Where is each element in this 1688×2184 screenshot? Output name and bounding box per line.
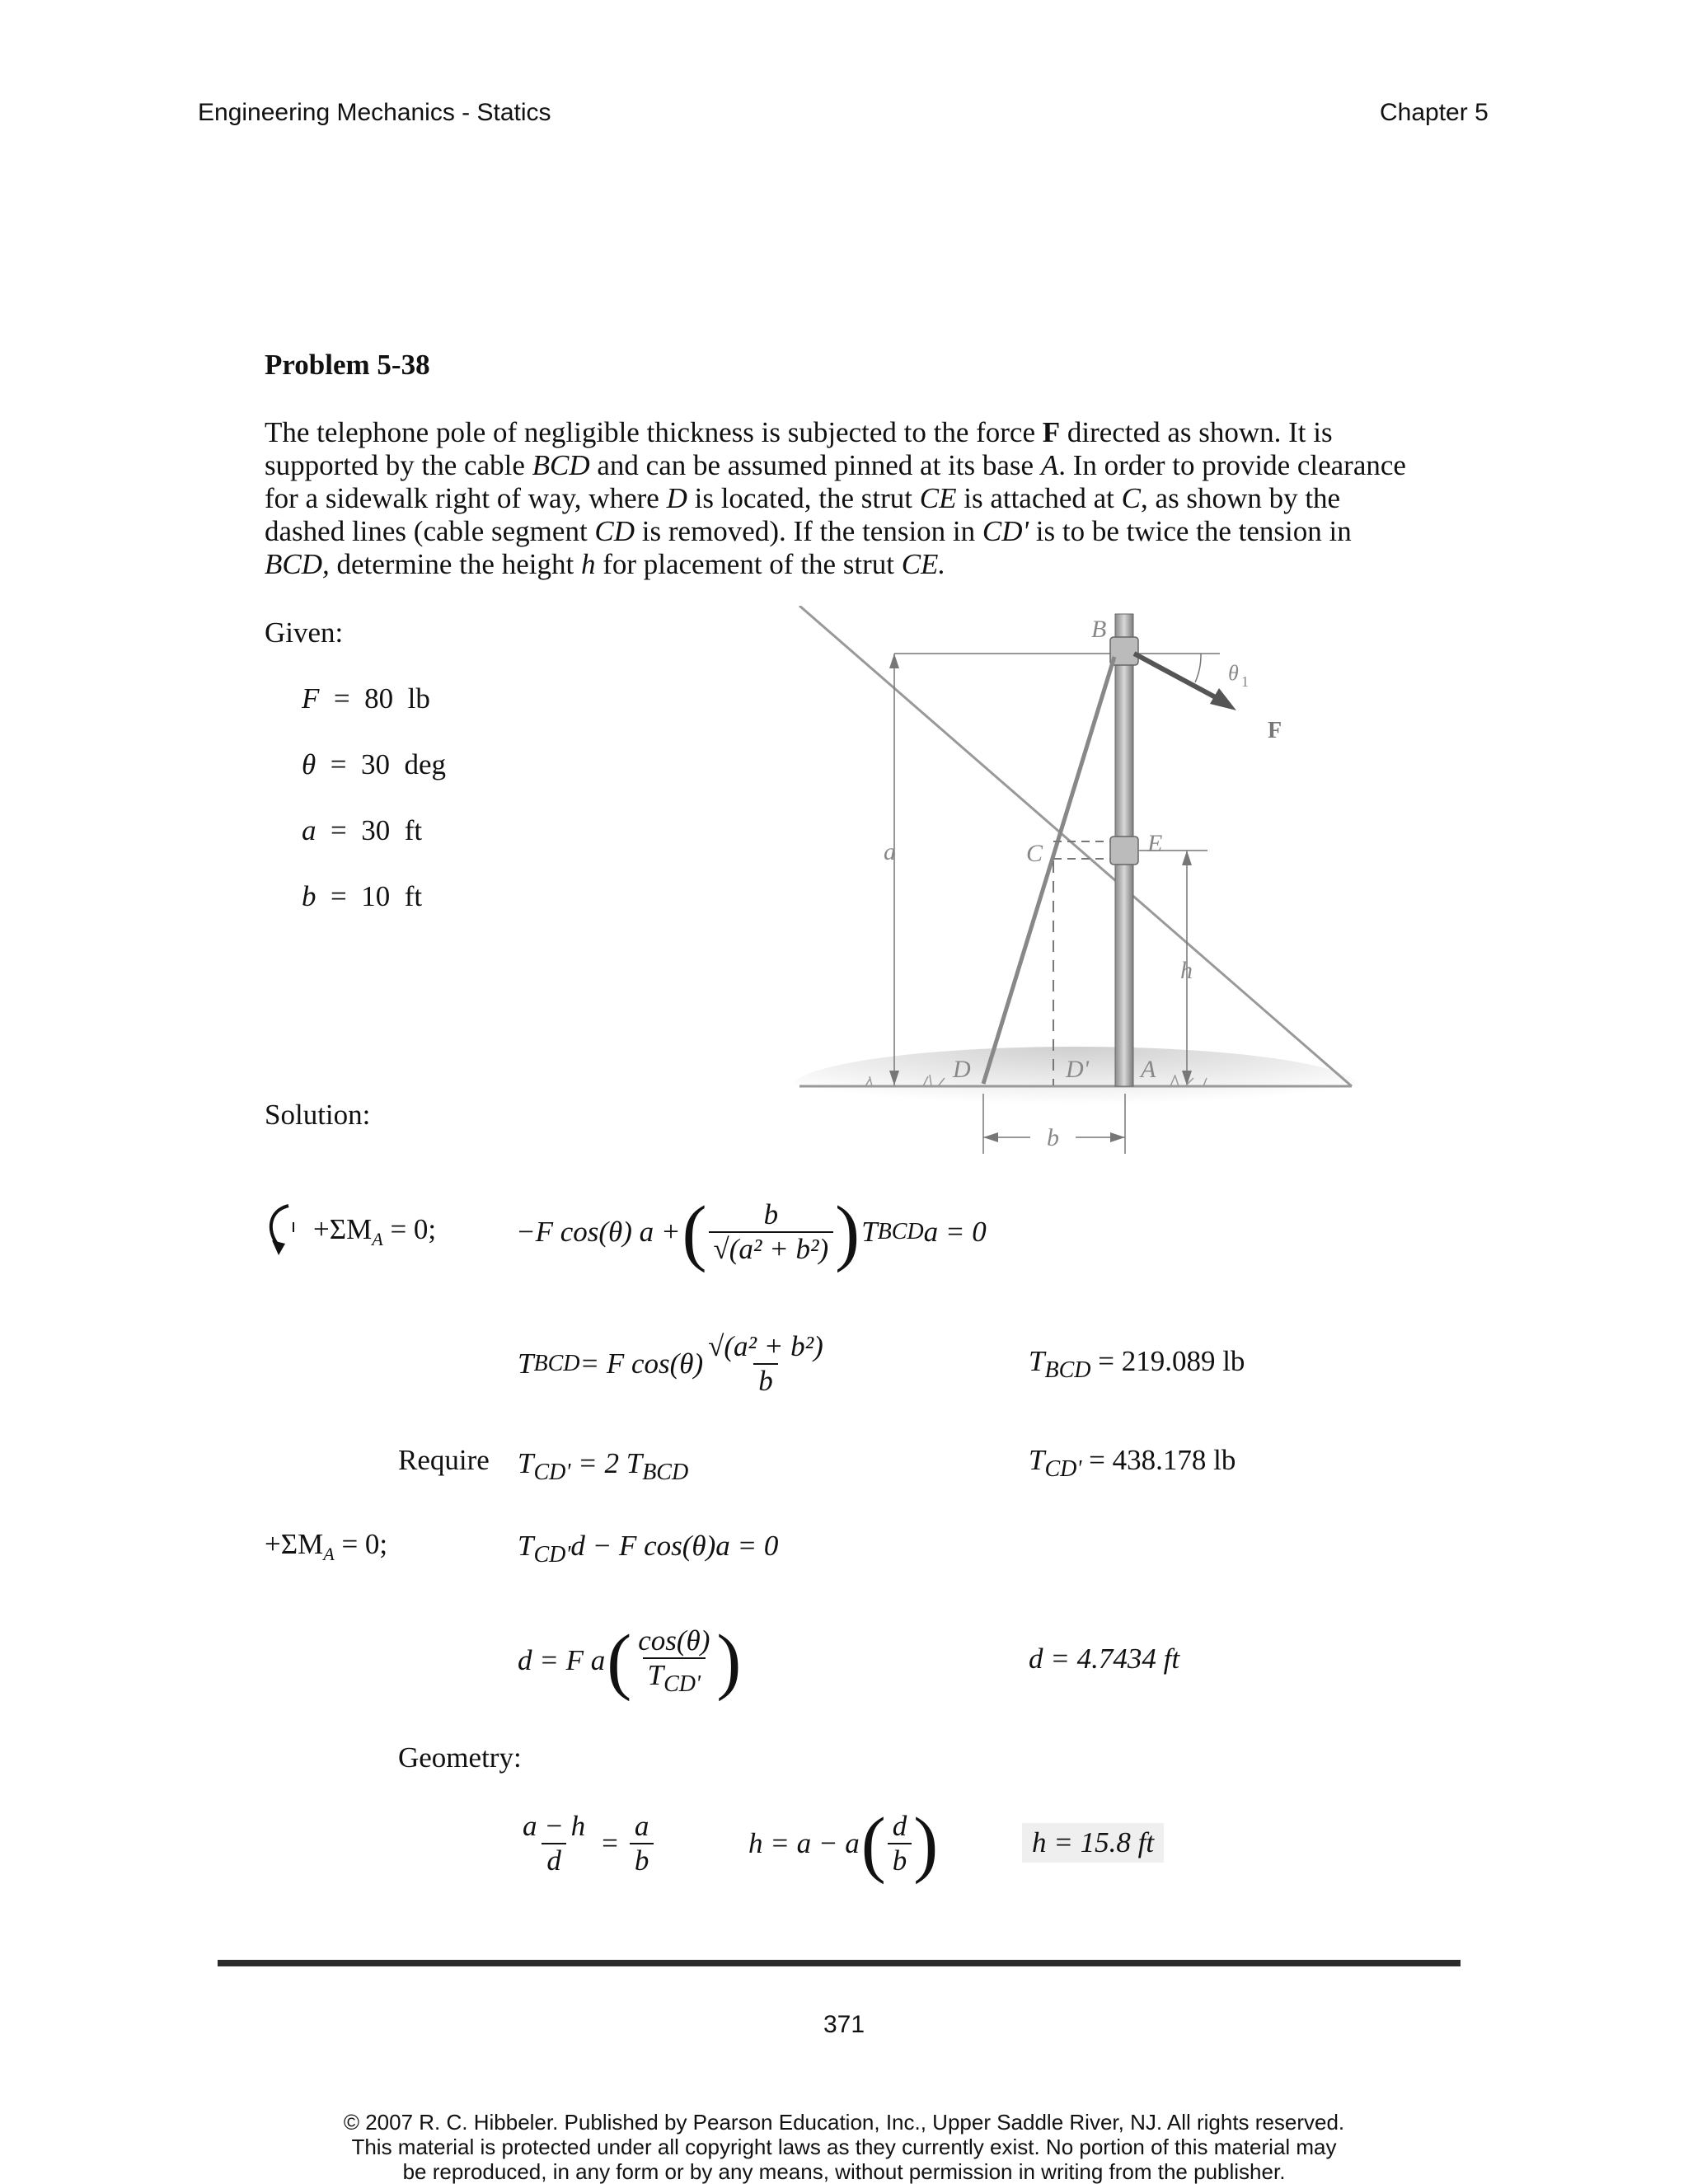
paren-right: ) xyxy=(835,1191,860,1273)
given-unit: ft xyxy=(404,814,423,846)
statement-text: is to be twice the tension in xyxy=(1029,515,1352,547)
equation-text: = 2 T xyxy=(570,1447,643,1479)
equation-text: T xyxy=(647,1658,664,1691)
result-value: = 438.178 lb xyxy=(1081,1444,1236,1476)
label-B: B xyxy=(1091,616,1107,643)
fraction-denominator: d xyxy=(542,1843,566,1877)
label-theta: θ xyxy=(1228,661,1239,685)
given-unit: lb xyxy=(407,682,430,715)
equation-text: −F cos(θ) a + xyxy=(516,1216,681,1248)
equation-subscript: CD' xyxy=(663,1671,701,1697)
statement-text: . In order to provide clearance for a sidewalk right of way, where xyxy=(265,449,1406,514)
equation-text: d = F a xyxy=(518,1644,606,1676)
fraction-numerator: d xyxy=(892,1810,907,1842)
label-a: a xyxy=(884,838,896,865)
require-label: Require xyxy=(398,1444,490,1476)
statement-force: F xyxy=(1042,416,1061,448)
moment-direction-icon xyxy=(264,1199,298,1260)
ground-line xyxy=(799,606,1352,1086)
moment-subscript: A xyxy=(372,1229,383,1249)
given-symbol: θ xyxy=(302,748,316,780)
fraction-numerator: a − h xyxy=(523,1810,586,1842)
equals-sign: = xyxy=(602,1827,618,1859)
result-subscript: BCD xyxy=(1044,1357,1091,1383)
statement-text: is located, the strut xyxy=(687,482,920,514)
telephone-pole-figure xyxy=(791,606,1360,1162)
given-symbol: F xyxy=(302,682,320,715)
statement-text: for placement of the strut xyxy=(595,548,902,580)
fraction xyxy=(703,1330,828,1398)
fraction-denominator: b xyxy=(630,1843,654,1877)
geometry-h-equation xyxy=(748,1798,940,1889)
equation-text: T xyxy=(518,1447,534,1479)
given-unit: ft xyxy=(404,880,423,912)
page-number: 371 xyxy=(823,2011,865,2038)
problem-title: Problem 5-38 xyxy=(265,349,430,381)
equation-2 xyxy=(518,1319,828,1409)
dimension-arrow xyxy=(1110,1132,1125,1142)
equation-subscript: CD' xyxy=(533,1460,571,1485)
dimension-arrow xyxy=(1182,851,1192,865)
statement-symbol: h xyxy=(580,548,596,580)
fraction-numerator: a xyxy=(634,1810,649,1842)
statement-text: , as shown by the dashed lines (cable segment xyxy=(265,482,1341,547)
problem-statement xyxy=(265,416,1418,581)
paren-right: ) xyxy=(913,1802,939,1885)
given-item xyxy=(302,814,422,847)
given-item xyxy=(302,748,446,781)
statement-text: The telephone pole of negligible thickness is subjected to the force xyxy=(265,416,1043,448)
statement-text: determine the height xyxy=(329,548,581,580)
given-symbol: a xyxy=(302,814,316,846)
footer-line: be reproduced, in any form or by any means, without permission in writing from the publisher. xyxy=(402,2159,1286,2184)
equation-text: h = a − a xyxy=(748,1827,860,1859)
label-A: A xyxy=(1141,1056,1156,1083)
equation-text: T xyxy=(518,1347,534,1380)
equation-text: = F cos(θ) xyxy=(579,1347,704,1380)
force-arrow xyxy=(1134,654,1221,701)
fraction xyxy=(518,1810,590,1877)
moment-tail: = 0; xyxy=(334,1528,388,1560)
label-D: D xyxy=(953,1056,971,1083)
label-D-prime: D' xyxy=(1066,1056,1090,1083)
fraction-denominator: b xyxy=(888,1843,912,1877)
fraction-numerator: cos(θ) xyxy=(638,1624,710,1657)
given-equals: = xyxy=(331,814,347,846)
label-E: E xyxy=(1147,830,1163,857)
equation-1 xyxy=(516,1187,987,1277)
statement-text: is removed). If the tension in xyxy=(635,515,982,547)
given-label: Given: xyxy=(265,616,344,649)
given-symbol: b xyxy=(302,880,316,912)
fraction xyxy=(888,1810,912,1877)
fraction xyxy=(633,1624,715,1698)
result-subscript: CD' xyxy=(1044,1456,1082,1482)
fraction-numerator: √(a² + b²) xyxy=(708,1330,823,1362)
paren-left: ( xyxy=(607,1619,632,1702)
footer-line: © 2007 R. C. Hibbeler. Published by Pearson Education, Inc., Upper Saddle River, NJ. All rights reserved. xyxy=(343,2110,1345,2135)
fraction xyxy=(630,1810,654,1877)
given-value: 80 xyxy=(364,682,394,715)
cable-BD xyxy=(983,657,1114,1084)
equation-text: T xyxy=(861,1216,878,1248)
label-F: F xyxy=(1268,718,1282,743)
moment-subscript: A xyxy=(323,1544,335,1564)
paren-right: ) xyxy=(716,1619,742,1702)
fraction-denominator xyxy=(643,1657,706,1698)
label-h: h xyxy=(1180,957,1193,984)
footer-line: This material is protected under all copyright laws as they currently exist. No portion of this material may xyxy=(351,2135,1337,2159)
equation-text: d − F cos(θ)a = 0 xyxy=(570,1530,779,1562)
running-header-title: Engineering Mechanics - Statics xyxy=(198,99,551,126)
given-value: 30 xyxy=(361,814,391,846)
equation-4 xyxy=(518,1530,778,1568)
label-theta-subscript: 1 xyxy=(1241,673,1249,690)
fraction-denominator: √(a² + b²) xyxy=(709,1231,834,1266)
label-C: C xyxy=(1026,840,1043,867)
statement-symbol: CD xyxy=(594,515,635,547)
given-value: 10 xyxy=(361,880,391,912)
equation-5 xyxy=(518,1615,743,1706)
equation-text: a = 0 xyxy=(923,1216,987,1248)
given-item xyxy=(302,880,422,913)
moment-sum-1 xyxy=(313,1213,436,1250)
moment-symbol: +ΣM xyxy=(313,1213,373,1245)
solution-label: Solution: xyxy=(265,1099,371,1131)
fraction-numerator: b xyxy=(763,1198,779,1230)
copyright-footer xyxy=(0,2110,1688,2184)
fraction-denominator: b xyxy=(753,1363,778,1398)
force-arrowhead xyxy=(1210,688,1236,710)
result-T-BCD xyxy=(1029,1345,1245,1384)
running-header-chapter: Chapter 5 xyxy=(1380,99,1489,126)
given-equals: = xyxy=(331,880,347,912)
statement-symbol: BCD xyxy=(532,449,590,481)
paren-left: ( xyxy=(860,1802,886,1885)
equation-subscript: BCD xyxy=(877,1219,924,1244)
footer-rule xyxy=(218,1960,1461,1966)
moment-symbol: +ΣM xyxy=(265,1528,324,1560)
given-equals: = xyxy=(330,748,347,780)
dimension-arrow xyxy=(889,654,899,668)
geometry-label: Geometry: xyxy=(398,1741,522,1774)
statement-text: directed as shown. It is supported by the cable xyxy=(265,416,1333,481)
equation-subscript: CD' xyxy=(533,1542,571,1568)
label-b: b xyxy=(1047,1124,1059,1151)
equation-3 xyxy=(518,1447,688,1486)
moment-tail: = 0; xyxy=(382,1213,437,1245)
collar-E xyxy=(1110,837,1138,865)
paren-left: ( xyxy=(682,1191,707,1273)
geometry-ratio xyxy=(518,1798,654,1889)
given-value: 30 xyxy=(360,748,390,780)
statement-symbol: C xyxy=(1121,482,1142,514)
statement-symbol: CE. xyxy=(901,548,946,580)
fraction xyxy=(709,1198,834,1266)
statement-symbol: BCD, xyxy=(265,548,330,580)
angle-arc xyxy=(1195,654,1201,682)
result-symbol: T xyxy=(1029,1444,1045,1476)
statement-symbol: CD' xyxy=(982,515,1029,547)
dimension-arrow xyxy=(983,1132,998,1142)
result-h-highlighted: h = 15.8 ft xyxy=(1022,1823,1164,1863)
result-d: d = 4.7434 ft xyxy=(1029,1643,1180,1675)
result-symbol: T xyxy=(1029,1345,1045,1377)
given-item xyxy=(302,682,430,715)
statement-text: and can be assumed pinned at its base xyxy=(589,449,1041,481)
statement-symbol: D xyxy=(666,482,687,514)
equation-subscript: BCD xyxy=(642,1460,689,1485)
equation-subscript: BCD xyxy=(533,1351,580,1376)
statement-text: is attached at xyxy=(956,482,1122,514)
statement-symbol: A xyxy=(1040,449,1059,481)
given-unit: deg xyxy=(404,748,446,780)
moment-sum-2 xyxy=(265,1528,387,1565)
result-value: = 219.089 lb xyxy=(1090,1345,1245,1377)
result-T-CD-prime xyxy=(1029,1444,1236,1483)
equation-text: T xyxy=(518,1530,534,1562)
given-equals: = xyxy=(333,682,350,715)
statement-symbol: CE xyxy=(919,482,957,514)
